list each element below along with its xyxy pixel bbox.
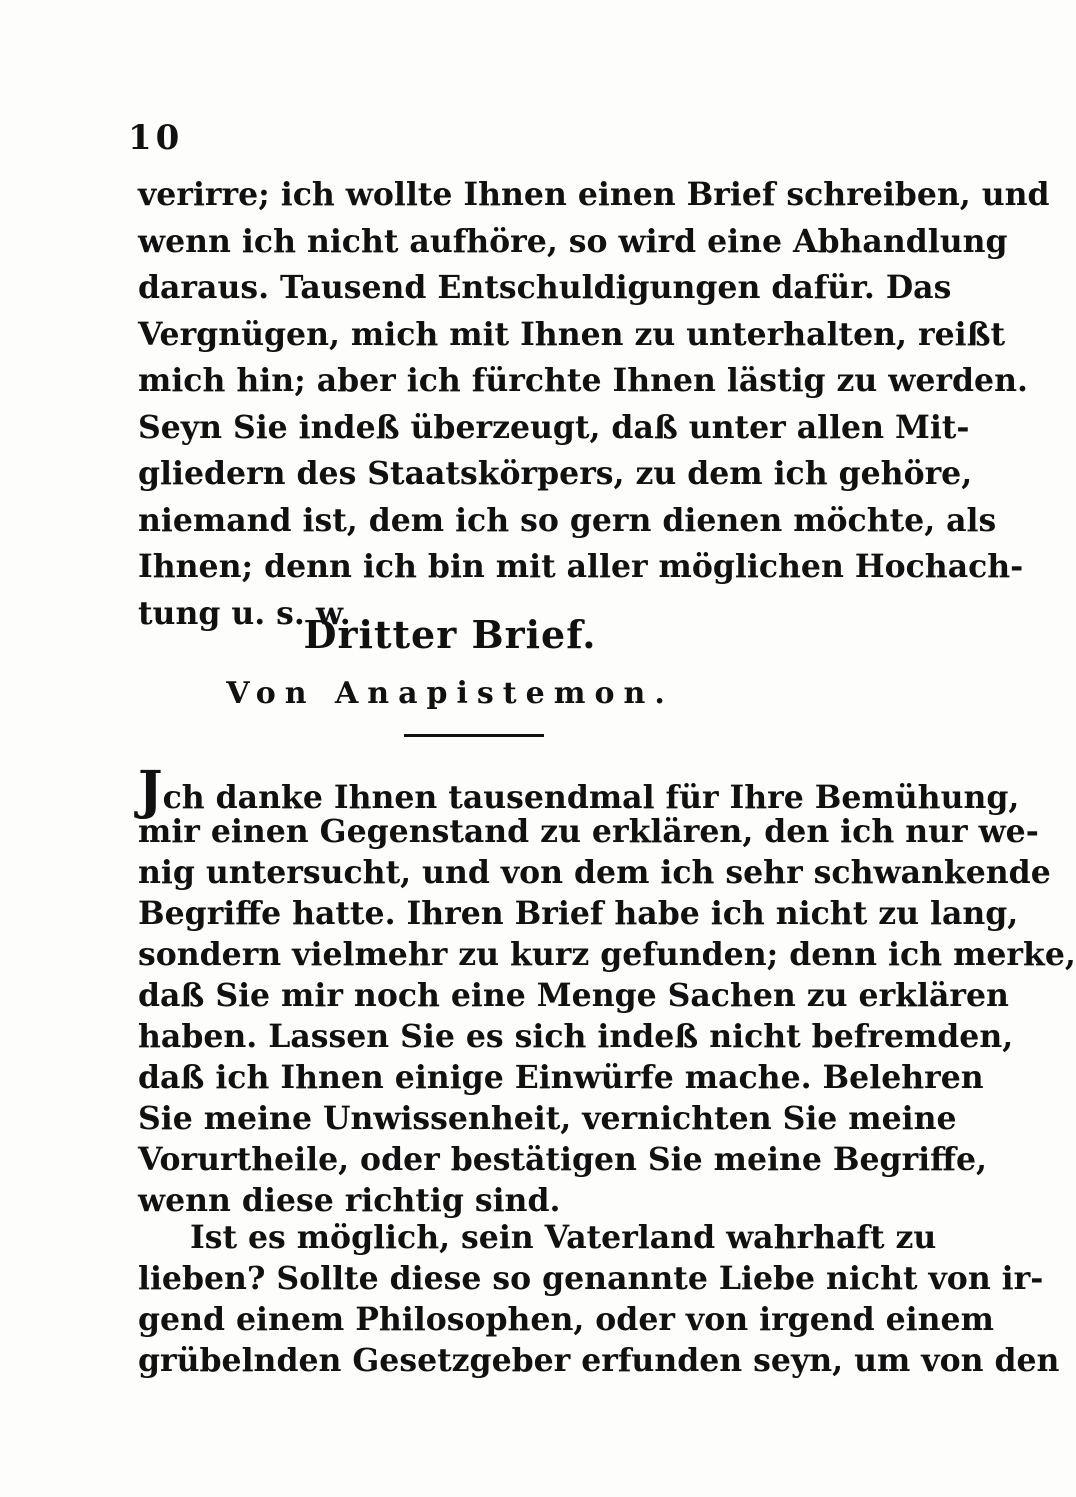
page-number: 10 bbox=[128, 118, 184, 158]
text-line: grübelnden Gesetzgeber erfunden seyn, um von den bbox=[138, 1342, 1060, 1379]
text-line: gliedern des Staatskörpers, zu dem ich gehöre, bbox=[138, 455, 973, 492]
section-divider bbox=[404, 734, 544, 737]
text-line: verirre; ich wollte Ihnen einen Brief schreiben, und bbox=[138, 176, 1050, 213]
drop-initial: J bbox=[138, 760, 163, 821]
text-line-rest: ch danke Ihnen tausendmal für Ihre Bemühung, bbox=[162, 779, 1020, 816]
text-line: Ihnen; denn ich bin mit aller möglichen Hochach- bbox=[138, 548, 1024, 585]
letter-title: Dritter Brief. bbox=[303, 612, 597, 657]
text-line: Seyn Sie indeß überzeugt, daß unter allen Mit- bbox=[138, 408, 970, 446]
second-paragraph bbox=[138, 760, 1076, 1221]
text-line: lieben? Sollte diese so genannte Liebe nicht von ir- bbox=[138, 1260, 1044, 1297]
text-line: Vergnügen, mich mit Ihnen zu unterhalten, reißt bbox=[138, 315, 1006, 353]
text-line: Vorurtheile, oder bestätigen Sie meine Begriffe, bbox=[138, 1141, 987, 1178]
third-paragraph bbox=[138, 1217, 1060, 1381]
text-line bbox=[138, 760, 1020, 821]
text-line: sondern vielmehr zu kurz gefunden; denn ich merke, bbox=[138, 936, 1076, 973]
letter-subtitle: Von Anapistemon. bbox=[226, 676, 674, 711]
text-line: daraus. Tausend Entschuldigungen dafür. Das bbox=[138, 269, 952, 306]
text-line: tung u. s. w. bbox=[138, 594, 351, 632]
text-line: Begriffe hatte. Ihren Brief habe ich nicht zu lang, bbox=[138, 895, 1019, 932]
text-line: wenn diese richtig sind. bbox=[138, 1182, 561, 1219]
text-line: mir einen Gegenstand zu erklären, den ich nur we- bbox=[138, 813, 1039, 850]
text-line: wenn ich nicht aufhöre, so wird eine Abhandlung bbox=[138, 222, 1008, 260]
text-line: daß Sie mir noch eine Menge Sachen zu erklären bbox=[138, 977, 1009, 1014]
first-paragraph bbox=[138, 172, 1050, 637]
text-line: mich hin; aber ich fürchte Ihnen lästig zu werden. bbox=[138, 362, 1028, 399]
text-line: daß ich Ihnen einige Einwürfe mache. Belehren bbox=[138, 1059, 984, 1096]
text-line: haben. Lassen Sie es sich indeß nicht befremden, bbox=[138, 1018, 1014, 1055]
text-line: nig untersucht, und von dem ich sehr schwankende bbox=[138, 854, 1051, 891]
text-line: Sie meine Unwissenheit, vernichten Sie meine bbox=[138, 1100, 957, 1137]
text-line: niemand ist, dem ich so gern dienen möchte, als bbox=[138, 501, 997, 539]
text-line: Ist es möglich, sein Vaterland wahrhaft zu bbox=[190, 1219, 937, 1256]
text-line: gend einem Philosophen, oder von irgend einem bbox=[138, 1301, 994, 1338]
